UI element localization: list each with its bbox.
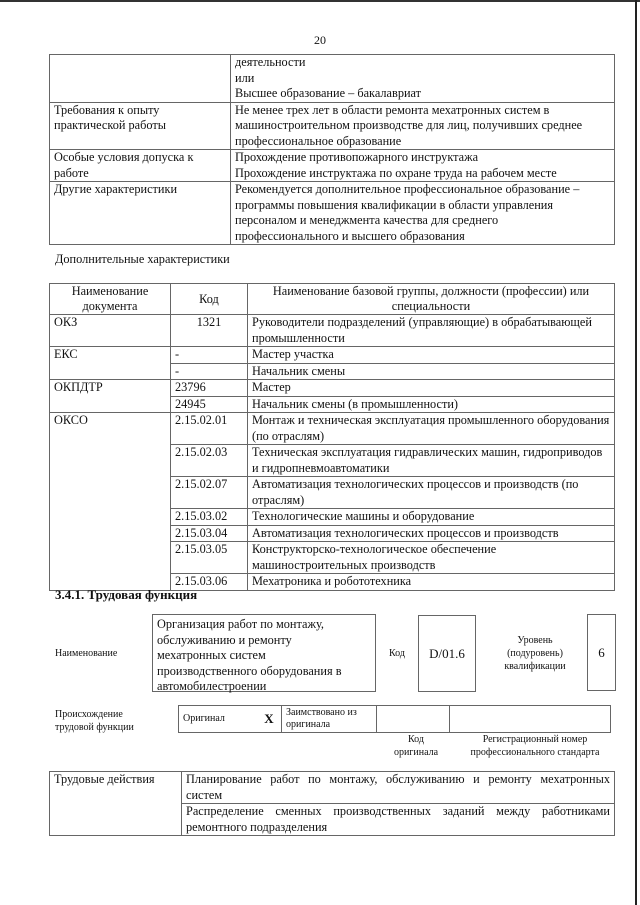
labor-action-item: Планирование работ по монтажу, обслуживанию и ремонту мехатронных систем	[182, 772, 615, 804]
cell-code: 2.15.03.04	[171, 525, 248, 542]
table-row	[50, 413, 615, 445]
cell-code: -	[171, 363, 248, 380]
cell-name: Конструкторско-технологическое обеспечение машиностроительных производств	[248, 542, 615, 574]
cell-name: Автоматизация технологических процессов и производств (по отраслям)	[248, 477, 615, 509]
cell-doc: ЕКС	[50, 347, 171, 380]
table-row	[50, 150, 615, 182]
cell-name: Начальник смены (в промышленности)	[248, 396, 615, 413]
table-row	[50, 102, 615, 150]
qualification-level-label: Уровень (подуровень) квалификации	[504, 635, 566, 672]
registration-number-label: Регистрационный номер профессионального стандарта	[470, 734, 600, 758]
cell-code: 2.15.03.02	[171, 509, 248, 526]
page-top-edge	[0, 0, 640, 2]
header-name: Наименование базовой группы, должности (профессии) или специальности	[248, 284, 615, 315]
labor-function-heading: 3.4.1. Трудовая функция	[55, 587, 198, 602]
header-document: Наименование документа	[50, 284, 171, 315]
origin-table	[178, 705, 611, 733]
original-label: Оригинал	[179, 706, 258, 733]
row-label: Особые условия допуска к работе	[50, 150, 231, 182]
table-row	[50, 772, 615, 804]
cell-doc: ОКЗ	[50, 315, 171, 347]
cell-code: 2.15.03.06	[171, 574, 248, 591]
original-code-cell	[377, 706, 450, 733]
table-row	[50, 55, 615, 103]
original-code-label: Код оригинала	[393, 734, 439, 758]
cell-code: 2.15.02.03	[171, 445, 248, 477]
row-value: Не менее трех лет в области ремонта мехатронных систем в машиностроительном производстве для лиц, получивших среднее профессиональное образование	[231, 102, 615, 150]
cell-code: -	[171, 347, 248, 364]
table-header-row	[50, 284, 615, 315]
cell-name: Мастер	[248, 380, 615, 397]
header-code: Код	[171, 284, 248, 315]
cell-code: 24945	[171, 396, 248, 413]
row-label	[50, 55, 231, 103]
cell-name: Начальник смены	[248, 363, 615, 380]
cell-name: Мехатроника и робототехника	[248, 574, 615, 591]
qualification-level-box: 6	[587, 614, 616, 691]
table-row	[50, 347, 615, 364]
cell-name: Автоматизация технологических процессов и производств	[248, 525, 615, 542]
cell-doc: ОКПДТР	[50, 380, 171, 413]
borrowed-label: Заимствовано из оригинала	[282, 706, 377, 733]
name-label: Наименование	[55, 648, 118, 659]
function-name-box: Организация работ по монтажу, обслуживанию и ремонту мехатронных систем производственного оборудования в автомобилестроении	[152, 614, 376, 692]
cell-name: Монтаж и техническая эксплуатация промышленного оборудования (по отраслям)	[248, 413, 615, 445]
row-value: Рекомендуется дополнительное профессиональное образование – программы повышения квалификации в области управления персоналом и менеджмента качества для среднего профессионального и высшего образования	[231, 182, 615, 245]
row-value: деятельности или Высшее образование – бакалавриат	[231, 55, 615, 103]
additional-characteristics-table	[49, 283, 615, 591]
registration-number-cell	[450, 706, 611, 733]
table-row	[50, 315, 615, 347]
function-code-box: D/01.6	[418, 615, 476, 692]
origin-label: Происхождение трудовой функции	[55, 709, 134, 733]
cell-code: 23796	[171, 380, 248, 397]
labor-actions-table	[49, 771, 615, 836]
page-right-edge	[635, 0, 637, 905]
table-row	[50, 182, 615, 245]
cell-name: Технологические машины и оборудование	[248, 509, 615, 526]
cell-name: Руководители подразделений (управляющие) в обрабатывающей промышленности	[248, 315, 615, 347]
cell-code: 1321	[171, 315, 248, 347]
additional-characteristics-title: Дополнительные характеристики	[55, 252, 230, 266]
cell-code: 2.15.03.05	[171, 542, 248, 574]
requirements-table	[49, 54, 615, 245]
table-row	[50, 380, 615, 397]
row-label: Другие характеристики	[50, 182, 231, 245]
table-row	[179, 706, 611, 733]
cell-doc: ОКСО	[50, 413, 171, 591]
labor-actions-label: Трудовые действия	[50, 772, 182, 836]
original-mark: X	[257, 706, 282, 733]
row-label: Требования к опыту практической работы	[50, 102, 231, 150]
cell-code: 2.15.02.01	[171, 413, 248, 445]
cell-name: Техническая эксплуатация гидравлических машин, гидроприводов и гидропневмоавтоматики	[248, 445, 615, 477]
page-number: 20	[314, 33, 326, 47]
labor-action-item: Распределение сменных производственных заданий между работниками ремонтного подразделения	[182, 804, 615, 836]
code-label: Код	[389, 648, 405, 659]
cell-code: 2.15.02.07	[171, 477, 248, 509]
row-value: Прохождение противопожарного инструктажа Прохождение инструктажа по охране труда на рабочем месте	[231, 150, 615, 182]
cell-name: Мастер участка	[248, 347, 615, 364]
